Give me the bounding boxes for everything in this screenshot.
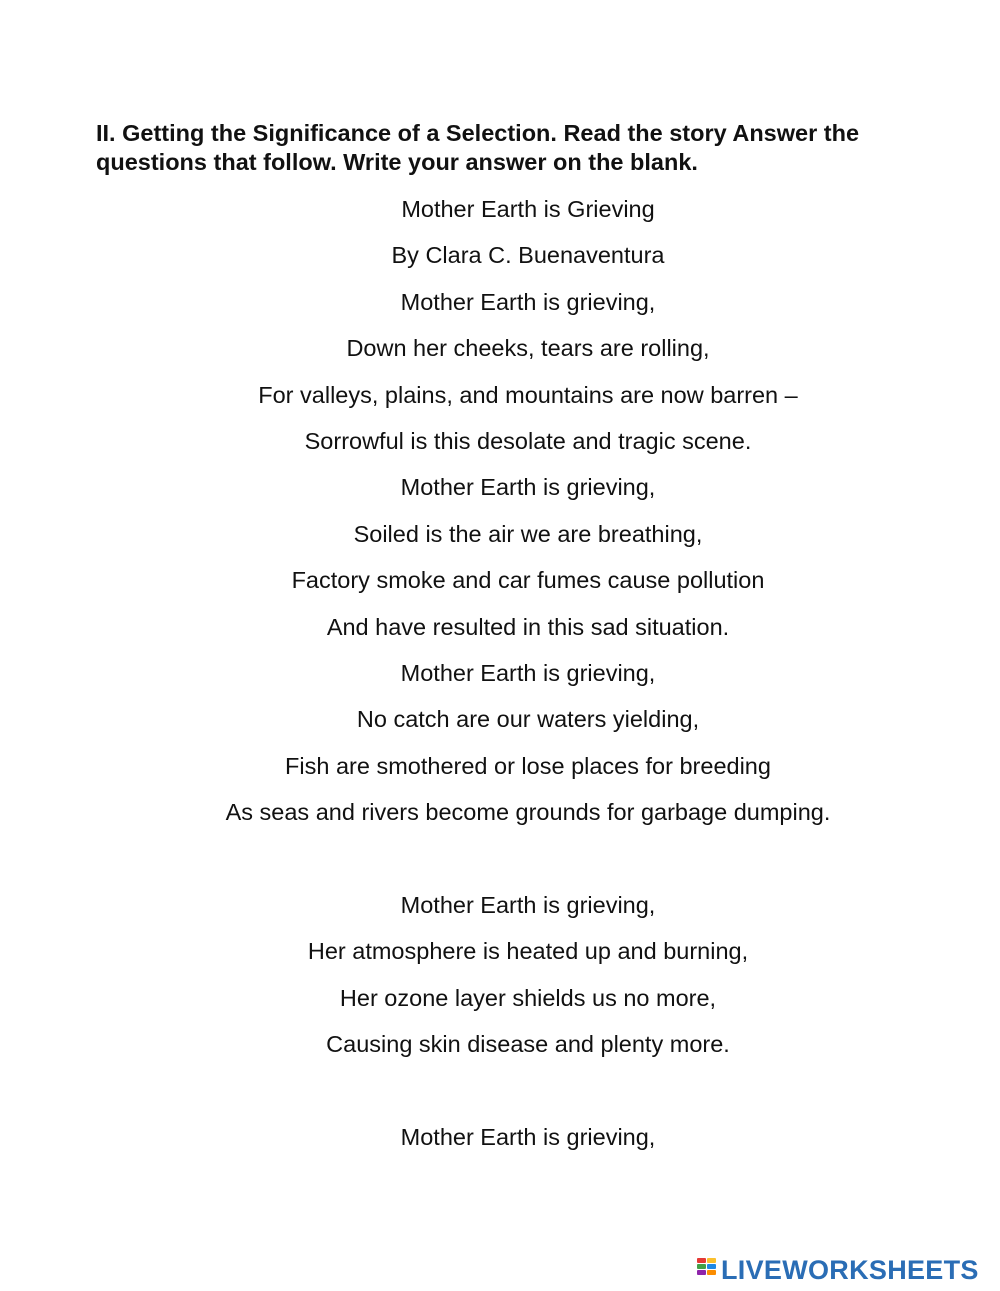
poem-line: Factory smoke and car fumes cause pollution	[291, 567, 765, 594]
stanza-break	[56, 1074, 1000, 1120]
poem-line: Fish are smothered or lose places for breeding	[285, 752, 771, 779]
brand-text: LIVEWORKSHEETS	[721, 1255, 979, 1285]
poem-line: Mother Earth is grieving,	[400, 1123, 656, 1150]
poem-line: Mother Earth is grieving,	[400, 474, 656, 501]
poem-line: Causing skin disease and plenty more.	[326, 1031, 730, 1058]
poem-author: By Clara C. Buenaventura	[391, 242, 665, 269]
poem-line: And have resulted in this sad situation.	[326, 613, 730, 640]
poem	[56, 193, 1000, 1167]
liveworksheets-logo-icon	[697, 1258, 717, 1282]
poem-line: Mother Earth is grieving,	[400, 891, 656, 918]
poem-line: Mother Earth is grieving,	[400, 659, 656, 686]
poem-line: As seas and rivers become grounds for garbage dumping.	[225, 799, 831, 826]
instructions-line-1: II. Getting the Significance of a Selection. Read the story Answer the	[96, 120, 860, 146]
poem-body	[56, 286, 1000, 1167]
poem-line: Down her cheeks, tears are rolling,	[346, 335, 710, 362]
stanza-break	[56, 842, 1000, 888]
poem-line: Soiled is the air we are breathing,	[353, 520, 703, 547]
poem-line: No catch are our waters yielding,	[356, 706, 700, 733]
instructions-line-2: questions that follow. Write your answer on the blank.	[96, 149, 698, 175]
liveworksheets-brand	[697, 1256, 979, 1284]
instructions-text	[96, 119, 976, 177]
poem-title: Mother Earth is Grieving	[401, 196, 655, 222]
poem-line: Sorrowful is this desolate and tragic scene.	[304, 427, 752, 454]
poem-line: Mother Earth is grieving,	[400, 288, 656, 315]
poem-line: For valleys, plains, and mountains are now barren –	[258, 381, 798, 408]
poem-line: Her atmosphere is heated up and burning,	[307, 938, 749, 965]
poem-line: Her ozone layer shields us no more,	[339, 984, 717, 1011]
